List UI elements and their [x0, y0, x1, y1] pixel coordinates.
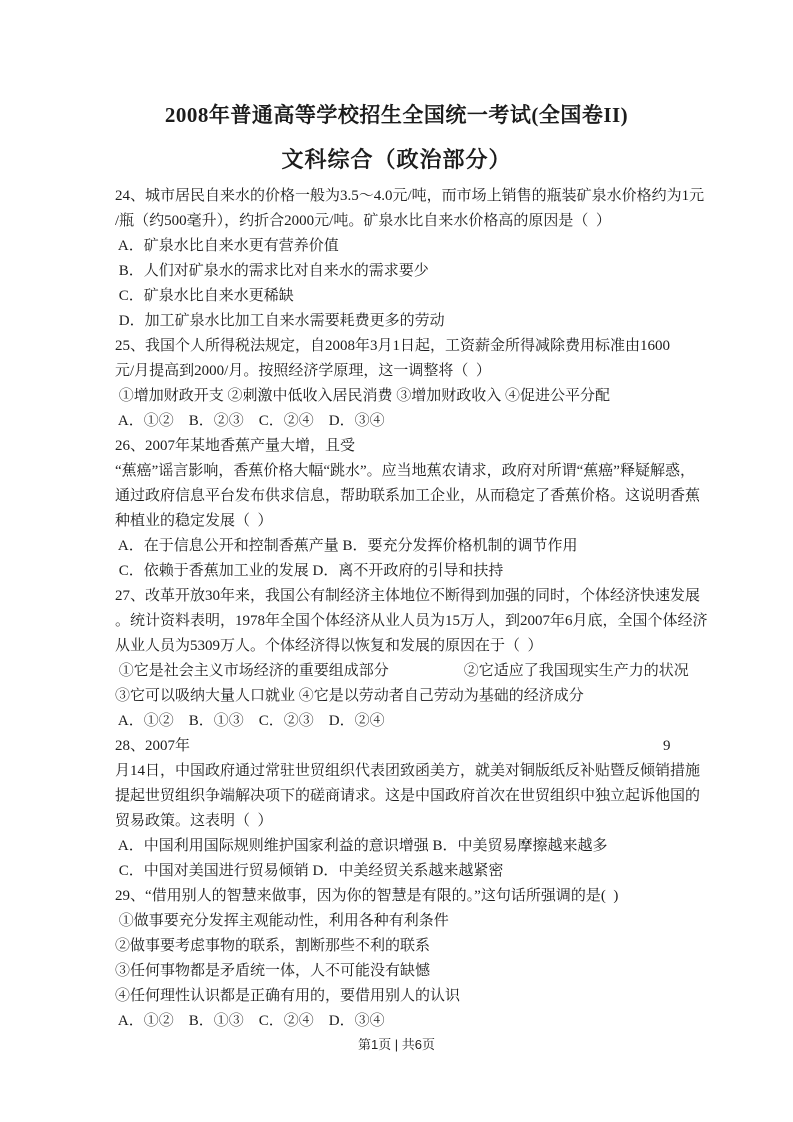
question-line [115, 584, 775, 609]
continuation-line [115, 634, 775, 659]
line-text: A．矿泉水比自来水更有营养价值 [115, 238, 339, 254]
continuation-line [115, 609, 775, 634]
line-text: A．①② B．②③ C．②④ D．③④ [115, 413, 385, 429]
continuation-line [115, 809, 775, 834]
continuation-line [115, 459, 775, 484]
statements-line [115, 684, 775, 709]
option-line [115, 309, 775, 334]
line-text: 25、我国个人所得税法规定，自2008年3月1日起，工资薪金所得减除费用标准由1600 [115, 338, 671, 354]
statements-line [115, 384, 775, 409]
line-text: /瓶（约500毫升），约折合2000元/吨。矿泉水比自来水价格高的原因是（ ） [115, 213, 611, 229]
choices-line [115, 709, 775, 734]
line-text: 种植业的稳定发展（ ） [115, 513, 273, 529]
choices-line [115, 1009, 775, 1034]
line-text: ③它可以吸纳大量人口就业 ④它是以劳动者自己劳动为基础的经济成分 [115, 688, 584, 704]
line-text: A．在于信息公开和控制香蕉产量 B．要充分发挥价格机制的调节作用 [115, 538, 578, 554]
exam-subtitle: 文科综合（政治部分） [281, 147, 512, 172]
line-text: A．①② B．①③ C．②③ D．②④ [115, 713, 385, 729]
statements-line [115, 959, 775, 984]
continuation-line [115, 509, 775, 534]
line-text: ①增加财政开支 ②刺激中低收入居民消费 ③增加财政收入 ④促进公平分配 [115, 388, 611, 404]
continuation-line [115, 759, 775, 784]
question-line [115, 434, 775, 459]
line-text: C．依赖于香蕉加工业的发展 D．离不开政府的引导和扶持 [115, 563, 504, 579]
line-text: 从业人员为5309万人。个体经济得以恢复和发展的原因在于（ ） [115, 638, 543, 654]
line-text: C．中国对美国进行贸易倾销 D．中美经贸关系越来越紧密 [115, 863, 504, 879]
page-footer [0, 1034, 793, 1053]
questions-block [115, 184, 775, 1034]
line-text: ③任何事物都是矛盾统一体，人不可能没有缺憾 [115, 963, 431, 979]
line-text: A．①② B．①③ C．②④ D．③④ [115, 1013, 385, 1029]
line-text: ①它是社会主义市场经济的重要组成部分 ②它适应了我国现实生产力的状况 [115, 663, 689, 679]
line-text: A．中国利用国际规则维护国家利益的意识增强 B．中美贸易摩擦越来越多 [115, 838, 608, 854]
line-text: 。统计资料表明，1978年全国个体经济从业人员为15万人，到2007年6月底，全国个体经济 [115, 613, 708, 629]
statements-line [115, 659, 775, 684]
document-header [0, 100, 793, 175]
option-line [115, 859, 775, 884]
line-text: C．矿泉水比自来水更稀缺 [115, 288, 294, 304]
statements-line [115, 934, 775, 959]
line-text: 24、城市居民自来水的价格一般为3.5～4.0元/吨，而市场上销售的瓶装矿泉水价格约为1元 [115, 188, 705, 204]
line-text: 28、2007年 [115, 738, 191, 754]
line-text: ①做事要充分发挥主观能动性，利用各种有利条件 [115, 913, 449, 929]
statements-line [115, 984, 775, 1009]
line-text: 通过政府信息平台发布供求信息，帮助联系加工企业，从而稳定了香蕉价格。这说明香蕉 [115, 488, 701, 504]
line-text: “蕉癌”谣言影响，香蕉价格大幅“跳水”。应当地蕉农请求，政府对所谓“蕉癌”释疑解惑， [115, 463, 695, 479]
line-text: D．加工矿泉水比加工自来水需要耗费更多的劳动 [115, 313, 445, 329]
continuation-line [115, 359, 775, 384]
option-line [115, 534, 775, 559]
question-line [115, 184, 775, 209]
line-text: ④任何理性认识都是正确有用的，要借用别人的认识 [115, 988, 461, 1004]
continuation-line [115, 484, 775, 509]
line-text: 26、2007年某地香蕉产量大增，且受 [115, 438, 356, 454]
option-line [115, 559, 775, 584]
choices-line [115, 409, 775, 434]
line-text: 27、改革开放30年来，我国公有制经济主体地位不断得到加强的同时，个体经济快速发展 [115, 588, 701, 604]
question-line [115, 734, 775, 759]
line-text: ②做事要考虑事物的联系，割断那些不利的联系 [115, 938, 431, 954]
question-line [115, 334, 775, 359]
question-line [115, 884, 775, 909]
line-text: 29、“借用别人的智慧来做事，因为你的智慧是有限的。”这句话所强调的是( ) [115, 888, 619, 904]
option-line [115, 284, 775, 309]
line-text: 贸易政策。这表明（ ） [115, 813, 273, 829]
option-line [115, 234, 775, 259]
exam-title: 2008年普通高等学校招生全国统一考试(全国卷II) [164, 103, 629, 127]
line-text: 提起世贸组织争端解决项下的磋商请求。这是中国政府首次在世贸组织中独立起诉他国的 [115, 788, 701, 804]
option-line [115, 259, 775, 284]
wrapped-digit: 9 [663, 738, 671, 754]
page-number-text: 第1页 | 共6页 [357, 1037, 436, 1052]
line-text: 月14日，中国政府通过常驻世贸组织代表团致函美方，就美对铜版纸反补贴暨反倾销措施 [115, 763, 701, 779]
line-text: 元/月提高到2000/月。按照经济学原理，这一调整将（ ） [115, 363, 491, 379]
line-text: B．人们对矿泉水的需求比对自来水的需求要少 [115, 263, 429, 279]
continuation-line [115, 209, 775, 234]
statements-line [115, 909, 775, 934]
option-line [115, 834, 775, 859]
continuation-line [115, 784, 775, 809]
